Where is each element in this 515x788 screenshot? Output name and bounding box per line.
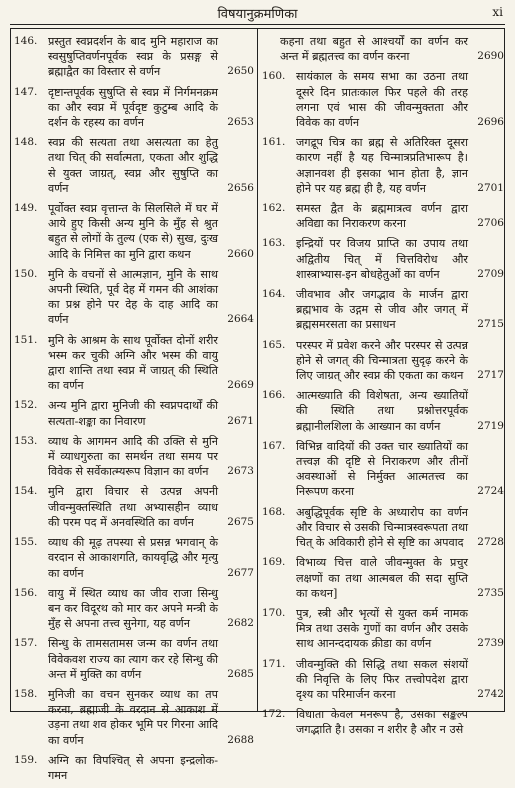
entry-page: 2677 [227,566,254,579]
index-entry [262,439,504,500]
entry-page: 2706 [477,217,504,230]
entry-number: 146. [14,35,38,47]
entry-number: 151. [14,333,38,346]
entry-number: 148. [14,136,38,149]
entry-number: 165. [262,338,286,351]
index-entry [14,201,254,262]
entry-text: मुनि के वचनों से आत्मज्ञान, मुनि के साथ अपनी स्थिति, पूर्व देह में गमन की आशंका का प्रश्न होने पर देह के दाह आदि का वर्णन [48,267,218,327]
entry-number: 164. [262,288,286,301]
index-entry [262,338,504,384]
entry-number: 162. [262,202,286,215]
entry-number: 155. [14,536,38,549]
index-entry [14,333,254,394]
entry-text: सिन्धु के तामसतामस जन्म का वर्णन तथा विवेकवश राज्य का त्याग कर रहे सिन्धु की अन्त में मुक्ति का वर्णन [48,637,218,681]
index-entry [262,201,504,231]
index-entry [14,484,254,530]
index-entry [262,505,504,551]
index-entry [262,135,504,196]
entry-text: अन्य मुनि द्वारा मुनिजी की स्वप्नपदार्थों की सत्यता-शङ्का का निवारण [48,399,218,428]
entry-page: 2669 [227,379,254,392]
entry-page: 2715 [477,318,504,331]
index-entry [262,34,504,64]
entry-page: 2717 [477,369,504,382]
entry-text: समस्त द्वैत के ब्रह्ममात्रत्व वर्णन द्वारा अविद्या का निराकरण करना [296,202,468,231]
entry-page: 2696 [477,116,504,129]
entry-number: 163. [262,237,286,250]
entry-number: 167. [262,439,286,452]
page-header [0,0,515,26]
entry-page: 2650 [227,65,254,78]
entry-page: 2719 [477,419,504,432]
page-number: xi [492,5,503,19]
entry-text: इन्द्रियों पर विजय प्राप्ति का उपाय तथा अद्वितीय चित् में चित्तविरोध और शास्त्राभ्यास-इन बोधहेतुओं का वर्णन [296,237,468,281]
entry-page: 2724 [477,485,504,498]
entry-page: 2742 [477,687,504,700]
column-divider [257,28,258,712]
entry-text: विभिन्न वादियों की उक्त चार ख्यातियों का तत्त्वज्ञ की दृष्टि से निराकरण और तीनों अवस्थाओं से निर्मुक्त आत्मतत्त्व का निरूपण करना [296,439,468,499]
entry-page: 2690 [477,50,504,63]
index-entry [14,535,254,581]
entry-text: वायु में स्थित व्याध का जीव राजा सिन्धु बन कर विदूरथ को मार कर अपने मन्त्री के मुँह से अपना तत्त्व सुनेगा, यह वर्णन [48,586,218,631]
entry-text: जीवन्मुक्ति की सिद्धि तथा सकल संशयों की निवृत्ति के लिए फिर तत्त्वोपदेश द्वारा दृश्य का परिमार्जन करना [296,657,468,701]
entry-text: आत्मख्याति की विशेषता, अन्य ख्यातियों की स्थिति तथा प्रश्नोत्तरपूर्वक ब्रह्मानीलशिला के आख्यान का वर्णन [296,389,468,433]
entry-text: अबुद्धिपूर्वक सृष्टि के अध्यारोप का वर्णन और विचार से उसकी चिन्मात्रस्वरूपता तथा चित् के अविकारी होने से सृष्टि का अपवाद [296,505,468,550]
entry-text: विधाता केवल मनरूप है, उसका सङ्कल्प जगद्भाति है। उसका न शरीर है और न उसे [296,708,468,737]
index-entry [14,586,254,632]
entry-number: 158. [14,687,38,700]
entry-page: 2709 [477,267,504,280]
index-entry [14,687,254,748]
index-entry [14,85,254,131]
entry-number: 147. [14,85,38,98]
entry-page: 2673 [227,465,254,478]
entry-text: मुनि द्वारा विचार से उत्पन्न अपनी जीवन्मुक्तस्थिति तथा अभ्यासहीन व्याध की परम पद में अनवस्थिति का वर्णन [48,485,218,529]
entry-text: पूर्वोक्त स्वप्न वृत्तान्त के सिलसिले में घर में आये हुए किसी अन्य मुनि के मुँह से श्रुत बहुत से लोगों के तुल्य (एक से) सुख, दुःख आदि के निमित्त का मुनि द्वारा कथन [48,202,218,261]
entry-page: 2671 [227,414,254,427]
entry-page: 2685 [227,667,254,680]
entry-number: 172. [262,708,286,721]
index-entry [262,657,504,703]
entry-text: विभाव्य चित्त वाले जीवन्मुक्त के प्रचुर लक्षणों का तथा आत्मबल की सदा सुप्ति का कथन] [296,556,468,600]
entry-number: 153. [14,434,38,447]
entry-number: 157. [14,637,38,650]
index-entry [14,434,254,480]
right-column [262,34,504,743]
entry-text: सायंकाल के समय सभा का उठना तथा दूसरे दिन प्रातःकाल फिर पहले की तरह लगना एवं भास की जीवन्मुक्तता और विवेक का वर्णन [296,70,468,130]
entry-page: 2682 [227,617,254,630]
header-rule [10,24,505,25]
index-entry [262,69,504,130]
entry-number: 159. [14,753,38,766]
index-entry [14,267,254,328]
entry-number: 156. [14,586,38,599]
entry-text: व्याध की मूढ़ तपस्या से प्रसन्न भगवान् के वरदान से आकाशगति, कायवृद्धि और मृत्यु का वर्णन [48,536,218,580]
entry-number: 160. [262,70,286,83]
entry-text: जीवभाव और जगद्भाव के मार्जन द्वारा ब्रह्मभाव के उद्गम से जीव और जगत् में ब्रह्मसमरसता का प्रसाधन [296,288,468,332]
index-entry [262,236,504,282]
entry-page: 2701 [477,181,504,194]
index-entry [14,636,254,682]
entry-text: मुनि के आश्रम के साथ पूर्वोक्त दोनों शरीर भस्म कर चुकी अग्नि और भस्म की वायु द्वारा शान्ति तथा स्वप्न में जाग्रत् की स्थिति का वर्णन [48,333,218,393]
index-entry [262,606,504,652]
entry-page: 2656 [227,181,254,194]
entry-page: 2675 [227,515,254,528]
index-entry [14,398,254,428]
entry-number: 171. [262,657,286,670]
index-entry [14,753,254,783]
entry-text: स्वप्न की सत्यता तथा असत्यता का हेतु तथा चित् की सर्वात्मता, एकता और शुद्धि से युक्त जाग्रत्, स्वप्न और सुषुप्ति का वर्णन [48,136,218,195]
entry-page: 2739 [477,637,504,650]
index-entry [14,135,254,196]
index-entry [14,34,254,80]
entry-number: 150. [14,267,38,280]
entry-number: 152. [14,399,38,412]
entry-number: 161. [262,136,286,149]
index-entry [262,388,504,434]
entry-number: 170. [262,606,286,619]
entry-text: जगद्रूप चित्र का ब्रह्म से अतिरिक्त दूसरा कारण नहीं है यह चिन्मात्रप्रतिभारूप है। अज्ञानवश ही इसका भान होता है, ज्ञान होने पर यह ब्रह्म ही है, यह वर्णन [296,136,468,195]
entry-page: 2664 [227,313,254,326]
entry-number: 166. [262,389,286,402]
entry-text: अग्नि का विपश्चित् से अपना इन्द्रलोक-गमन [48,753,218,782]
entry-text: व्याध के आगमन आदि की उक्ति से मुनि में व्याधगुरुता का समर्थन तथा समय पर विवेक से सर्वेकात्म्यरूप विज्ञान का वर्णन [48,434,218,479]
entry-page: 2653 [227,116,254,129]
entry-text: कहना तथा बहुत से आश्चर्यों का वर्णन कर अन्त में ब्रह्मतत्त्व का वर्णन करना [280,35,468,64]
entry-number: 169. [262,556,286,569]
entry-text: प्रस्तुत स्वप्नदर्शन के बाद मुनि महाराज का स्वसुषुप्तिवर्णनपूर्वक स्वप्न के प्रसङ्ग से ब्रह्माद्वैत का विस्तार से वर्णन [48,35,218,79]
entry-page: 2660 [227,247,254,260]
entry-number: 149. [14,202,38,215]
entry-text: दृष्टान्तपूर्वक सुषुप्ति से स्वप्न में निर्गमनक्रम का और स्वप्न में पूर्वदृष्ट कुटुम्ब आदि के दर्शन के रहस्य का वर्णन [48,85,218,130]
left-column [14,34,254,788]
page-title: विषयानुक्रमणिका [217,7,298,22]
index-entry [262,555,504,601]
entry-text: मुनिजी का वचन सुनकर व्याध का तप करना, ब्रह्माजी के वरदान से आकाश में उड़ना तथा शव होकर भूमि पर गिरना आदि का वर्णन [48,687,218,747]
index-entry [262,287,504,333]
entry-text: परस्पर में प्रवेश करने और परस्पर से उत्पन्न होने से जगत् की चिन्मात्रता सुदृढ़ करने के लिए जाग्रत् और स्वप्न की एकता का कथन [296,338,468,383]
entry-page: 2735 [477,586,504,599]
entry-page: 2728 [477,536,504,549]
entry-page: 2688 [227,733,254,746]
entry-text: पुत्र, स्त्री और भृत्यों से युक्त कर्म नामक मित्र तथा उसके गुणों का वर्णन और उसके साथ आनन्ददायक क्रीडा का वर्णन [296,606,468,651]
entry-number: 154. [14,485,38,498]
index-entry [262,707,504,737]
entry-number: 168. [262,505,286,518]
